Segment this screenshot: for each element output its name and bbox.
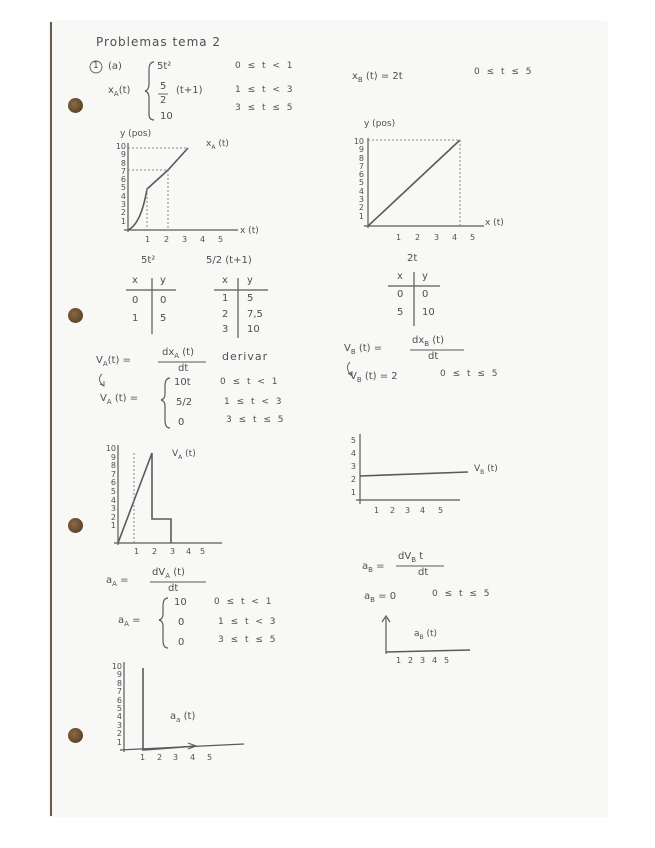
graph-aA-xtick: 1	[140, 753, 146, 762]
graph-xB-xtick: 2	[415, 233, 421, 242]
table-cell: 2	[222, 309, 229, 320]
graph-aA-xtick: 3	[173, 753, 179, 762]
aB-lhs: $a_B$ =	[362, 561, 385, 574]
aA-num: $dV_A$ (t)	[152, 567, 185, 580]
table-cell: 1	[132, 313, 139, 324]
table-cell: 7,5	[247, 309, 263, 320]
aA-cond: 0 ≤ t < 1	[214, 597, 274, 607]
vA-def-lhs: $V_A$ (t) =	[100, 393, 139, 406]
xA-case3-expr: 10	[160, 111, 173, 122]
graph-vA-yticks: 10 9 8 7 6 5 4 3 2 1	[105, 444, 116, 531]
aA-case: 0	[178, 637, 185, 648]
xA-case3-cond: 3 ≤ t ≤ 5	[235, 103, 295, 113]
aA-lhs: $a_A$ =	[106, 575, 129, 588]
xA-case2-cond: 1 ≤ t < 3	[235, 85, 295, 95]
graph-xB-xtick: 5	[470, 233, 476, 242]
table-cell: 0	[160, 295, 167, 306]
graph-xA-yticks: 10 9 8 7 6 5 4 3 2 1	[115, 142, 126, 226]
binder-hole	[68, 98, 83, 113]
graph-aB-xtick: 4	[432, 656, 438, 665]
aA-den: dt	[168, 583, 179, 594]
vA-case: 10t	[174, 377, 191, 388]
graph-xA-xtick: 5	[218, 235, 224, 244]
vA-lhs: $V_A(t)$ =	[96, 355, 131, 368]
table-cell: 1	[222, 293, 229, 304]
vA-cond: 0 ≤ t < 1	[220, 377, 280, 387]
graph-aA-xtick: 2	[157, 753, 163, 762]
graph-aB-xtick: 3	[420, 656, 426, 665]
vA-num: $dx_A$ (t)	[162, 347, 194, 360]
vA-cond: 3 ≤ t ≤ 5	[226, 415, 286, 425]
xB-condition: 0 ≤ t ≤ 5	[474, 67, 534, 77]
graph-xA-ylabel: y (pos)	[120, 129, 152, 139]
graph-vA-label: $V_A$ (t)	[172, 449, 196, 461]
xA-case1-expr: 5t²	[157, 61, 172, 72]
graph-vA-xtick: 3	[170, 547, 176, 556]
graph-xB-xtick: 4	[452, 233, 458, 242]
graph-vB-xtick: 1	[374, 506, 380, 515]
aB-def: $a_B = 0$	[364, 591, 397, 604]
graph-xB-yticks: 10 9 8 7 6 5 4 3 2 1	[353, 137, 364, 221]
graph-xB-xlabel: x (t)	[485, 218, 504, 228]
graph-vA-xtick: 1	[134, 547, 140, 556]
problem-label: (a)	[108, 61, 122, 72]
xA-case1-cond: 0 ≤ t < 1	[235, 61, 295, 71]
graph-vB-label: $V_B$ (t)	[474, 464, 498, 476]
vA-den: dt	[178, 363, 189, 374]
graph-aB-label: $a_B$ (t)	[414, 629, 438, 641]
derivar-note: derivar	[222, 350, 269, 363]
graph-xB-ylabel: y (pos)	[364, 119, 396, 129]
graph-aA-yticks: 10 9 8 7 6 5 4 3 2 1	[111, 662, 122, 747]
binder-hole	[68, 308, 83, 323]
table-cell: 0	[422, 289, 429, 300]
graph-vB-yticks: 5 4 3 2 1	[350, 436, 356, 497]
problem-number: 1	[93, 61, 99, 71]
graph-aB-xtick: 1	[396, 656, 402, 665]
xB-definition: $x_B$ (t) = 2t	[352, 71, 403, 84]
graph-xA-xtick: 2	[164, 235, 170, 244]
table-cell: 0	[397, 289, 404, 300]
table-cell: 5	[160, 313, 167, 324]
table-title: 5/2 (t+1)	[206, 255, 252, 266]
xA-case2-rest: (t+1)	[176, 85, 203, 96]
table-cell: 5	[247, 293, 254, 304]
table-header: y	[422, 271, 428, 282]
graph-vB-xtick: 4	[420, 506, 426, 515]
graph-aA-xtick: 5	[207, 753, 213, 762]
table-cell: 5	[397, 307, 404, 318]
xA-case2-num: 5	[160, 81, 167, 92]
graph-xA-curve-label: $x_A$ (t)	[206, 139, 229, 151]
binder-hole	[68, 728, 83, 743]
table-header: y	[247, 275, 253, 286]
vB-num: $dx_B$ (t)	[412, 335, 444, 348]
table-cell: 3	[222, 324, 229, 335]
aB-den: dt	[418, 567, 429, 578]
vB-def: $V_B$ (t) = 2	[350, 371, 398, 384]
table-cell: 10	[422, 307, 435, 318]
aA-case: 10	[174, 597, 187, 608]
vA-case: 0	[178, 417, 185, 428]
graph-vB-xtick: 3	[405, 506, 411, 515]
graph-vA-xtick: 2	[152, 547, 158, 556]
graph-xA-xtick: 1	[145, 235, 151, 244]
aA-def-lhs: $a_A$ =	[118, 615, 141, 628]
table-title: 5t²	[141, 255, 156, 266]
graph-vA-xtick: 4	[186, 547, 192, 556]
vB-den: dt	[428, 351, 439, 362]
page-title: Problemas tema 2	[96, 35, 222, 49]
vA-case: 5/2	[176, 397, 193, 408]
aB-cond: 0 ≤ t ≤ 5	[432, 589, 492, 599]
xA-case2-den: 2	[160, 95, 167, 106]
graph-xA-xtick: 3	[182, 235, 188, 244]
binder-hole	[68, 518, 83, 533]
vB-lhs: $V_B$ (t) =	[344, 343, 383, 356]
table-header: x	[222, 275, 228, 286]
graph-aB-xtick: 5	[444, 656, 450, 665]
notebook-page	[50, 22, 607, 816]
table-cell: 10	[247, 324, 260, 335]
graph-xB-xtick: 3	[434, 233, 440, 242]
graph-vB-xtick: 2	[390, 506, 396, 515]
aB-num: $dV_B$ t	[398, 551, 424, 564]
graph-vA-xtick: 5	[200, 547, 206, 556]
table-cell: 0	[132, 295, 139, 306]
table-header: x	[397, 271, 403, 282]
vB-cond: 0 ≤ t ≤ 5	[440, 369, 500, 379]
graph-aB-xtick: 2	[408, 656, 414, 665]
graph-xA-xlabel: x (t)	[240, 226, 259, 236]
graph-xB-xtick: 1	[396, 233, 402, 242]
graph-aA-label: $a_a$ (t)	[170, 711, 196, 724]
table-header: y	[160, 275, 166, 286]
aA-cond: 1 ≤ t < 3	[218, 617, 278, 627]
graph-vB-xtick: 5	[438, 506, 444, 515]
aA-case: 0	[178, 617, 185, 628]
table-title: 2t	[407, 253, 418, 264]
graph-aA-xtick: 4	[190, 753, 196, 762]
vA-cond: 1 ≤ t < 3	[224, 397, 284, 407]
xA-lhs: $x_A(t)$	[108, 85, 131, 98]
aA-cond: 3 ≤ t ≤ 5	[218, 635, 278, 645]
table-header: x	[132, 275, 138, 286]
graph-xA-xtick: 4	[200, 235, 206, 244]
